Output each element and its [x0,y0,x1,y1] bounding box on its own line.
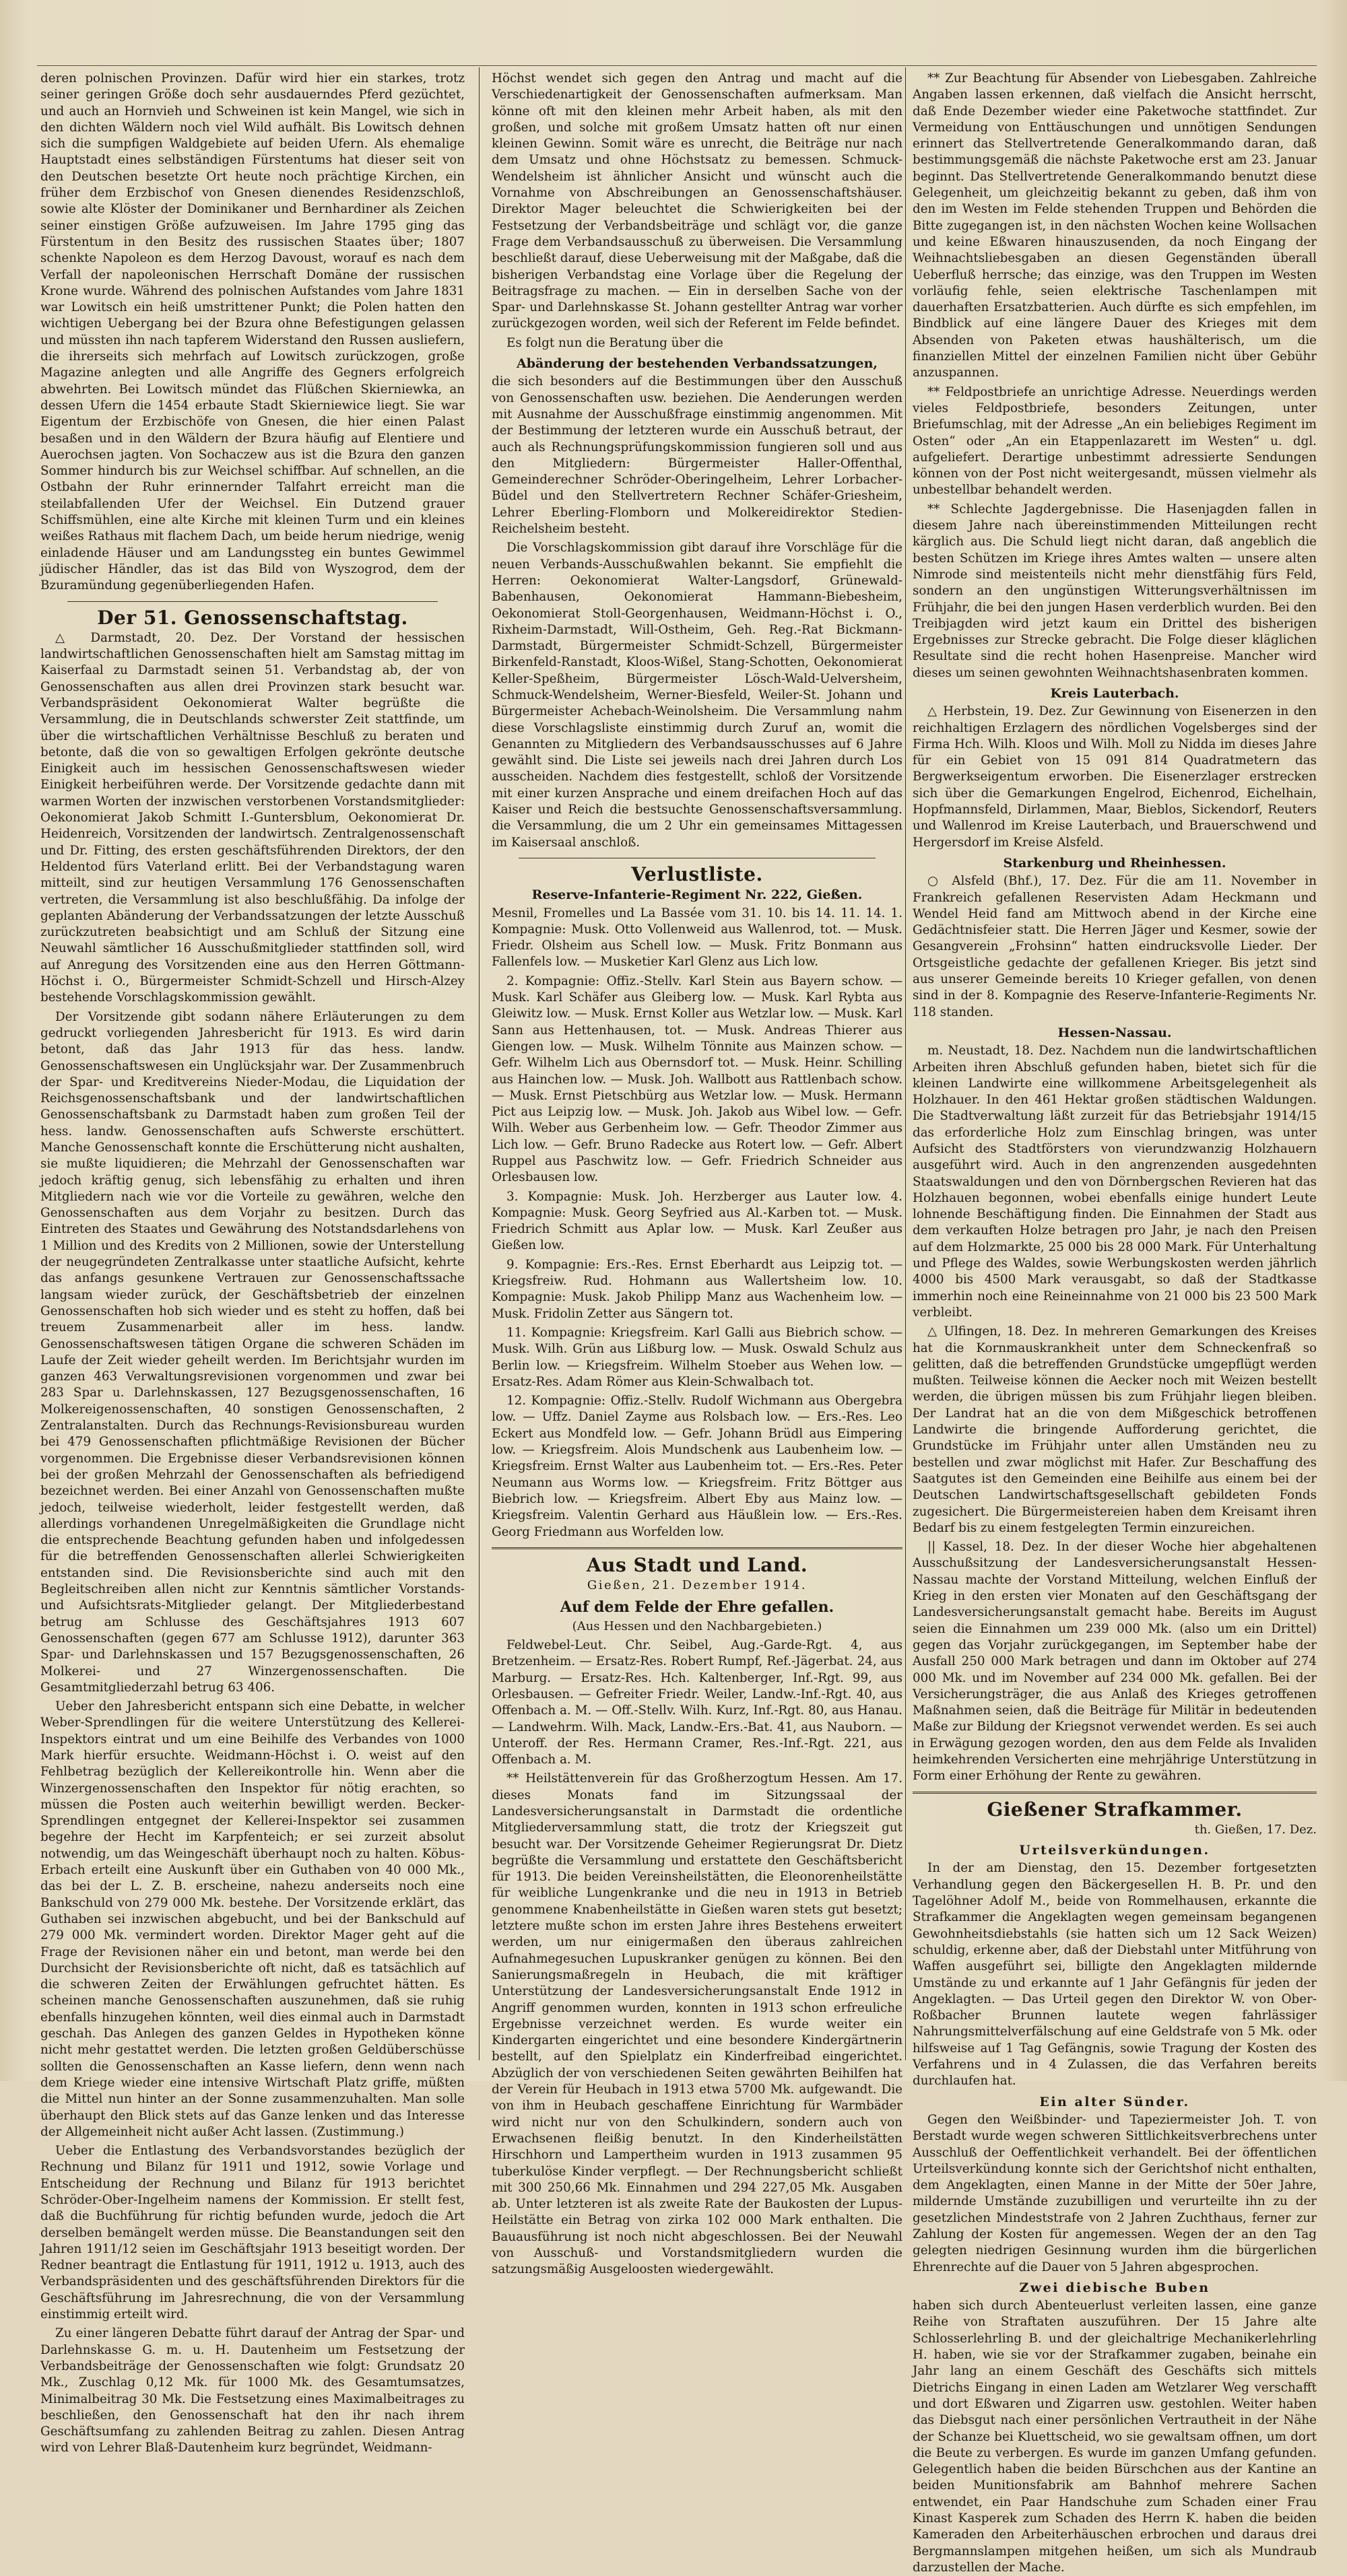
headline-feld-der-ehre: Auf dem Felde der Ehre gefallen. [560,1598,834,1617]
article-paragraph: Ueber den Jahresbericht entspann sich eine Debatte, in welcher Weber-Sprendlingen für die weitere Unterstützung des Kellerei-Inspektors eintrat und um eine Beihilfe des Verbandes von 1000 Mark hierfür ersuchte. Weidmann-Höchst i. O. weist auf den Fehlbetrag bezüglich der Kellereikontrolle hin. Wenn aber die Winzergenossenschaften den Inspektor für nötig erachten, so müssen die Posten auch weiterhin bewilligt werden. Becker-Sprendlingen entgegnet der Kellerei-Inspektor sei zusammen begehre der Hecht im Karpfenteich; er sei zurzeit absolut notwendig, um das Weingeschäft überhaupt noch zu halten. Köbus-Erbach erteilt eine Auskunft über ein Guthaben von 40 000 Mk., das bei der L. Z. B. erscheine, nahezu anderseits noch eine Bankschuld von 279 000 Mk. bestehe. Der Vorsitzende erklärt, das Guthaben sei inzwischen abgebucht, und bei der Bankschuld auf 279 000 Mk. vermindert worden. Direktor Mager geht auf die Frage der Revisionen näher ein und betont, man werde bei den Durchsicht der Revisionsberichte oft nicht, daß es tatsächlich auf die schweren Zeiten der Erwählungen gefruchtet hätten. Es scheinen manche Genossenschaften auszunehmen, daß sie ruhig ebenfalls hinzugehen könnten, weil dies einmal auch in Darmstadt geschah. Das Anlegen des ganzen Geldes in Hypotheken könne nicht mehr gestattet werden. Die letzten großen Geldüberschüsse sollten die Genossenschaften an Kasse liefern, denn wenn nach dem Kriege wieder eine intensive Wirtschaft Platz griffe, müßten die Mittel nun hinter an der Sonne zusammenzuhalten. Man solle überhaupt den Blick stets auf das Ganze lenken und das Interesse der Allgemeinheit nicht außer Acht lassen. (Zustimmung.) [40,1699,465,2139]
article-paragraph: ** Schlechte Jagdergebnisse. Die Hasenjagden fallen in diesem Jahre nach übereinstimmenden Mitteilungen recht kärglich aus. Die Schuld liegt nicht daran, daß angeblich die besten Schützen im Kriege ihres Amtes walten — unsere alten Nimrode sind meistenteils nicht mehr dienstfähig fürs Feld, sondern an den ungünstigen Witterungsverhältnissen im Frühjahr, die bei den jungen Hasen verderblich wurden. Bei den Treibjagden wird jetzt kaum ein Drittel des bisherigen Ergebnisses zur Strecke gebracht. Die Folge dieser kläglichen Resultate sind die recht hohen Hasenpreise. Mancher wird dieses um seinen gewohnten Weihnachtshasenbraten kommen. [913,502,1317,680]
article-paragraph: Feldwebel-Leut. Chr. Seibel, Aug.-Garde-Rgt. 4, aus Bretzenheim. — Ersatz-Res. Robert Rumpf, Ref.-Jägerbat. 24, aus Marburg. — Ersatz-Res. Hch. Kaltenberger, Inf.-Rgt. 99, aus Orlesbausen. — Gefreiter Friedr. Weiler, Landw.-Inf.-Rgt. 40, aus Offenbach a. M. — Off.-Stellv. Wilh. Kurz, Inf.-Rgt. 80, aus Hanau. — Landwehrm. Wilh. Mack, Landw.-Ers.-Bat. 41, aus Nauborn. — Unteroff. der Res. Hermann Cramer, Res.-Inf.-Rgt. 221, aus Offenbach a. M. [492,1638,902,1767]
article-paragraph: △ Herbstein, 19. Dez. Zur Gewinnung von Eisenerzen in den reichhaltigen Erzlagern des nördlichen Vogelsberges sind der Firma Hch. Wilh. Kloos und Wilh. Moll zu Nidda im dieses Jahre für ein Gebiet von 15 091 814 Quadratmetern das Bergwerkseigentum erworben. Die Eisenerzlager erstrecken sich über die Gemarkungen Engelrod, Eichenrod, Eichelhain, Hopfmannsfeld, Dirlammen, Maar, Bieblos, Sickendorf, Reuters und Wallenrod im Kreise Lauterbach, und Brauerschwend und Hergersdorf im Kreise Alsfeld. [913,704,1317,850]
headline-stadt-und-land: Aus Stadt und Land. [586,1553,808,1576]
column-right [913,71,1317,2575]
subtitle: (Aus Hessen und den Nachbargebieten.) [572,1619,822,1633]
subheadline-alter-suender: Ein alter Sünder. [1039,2094,1190,2109]
column-rule-left [479,67,480,2060]
subheadline-regiment: Reserve-Infanterie-Regiment Nr. 222, Gießen. [531,887,863,903]
top-rule [37,65,1317,66]
column-left [40,71,465,2455]
article-paragraph: haben sich durch Abenteuerlust verleiten lassen, eine ganze Reihe von Straftaten auszuführen. Der 15 Jahre alte Schlosserlehrling B. und der gleichaltrige Mechanikerlehrling H. haben, wie sie vor der Strafkammer zugaben, beinahe ein Jahr lang an einem Geschäft des Geschäfts sich mittels Dietrichs Eingang in einen Laden am Wetzlarer Weg verschafft und dort Eßwaren und Zigarren usw. gestohlen. Weiter haben das Diebsgut nach einer persönlichen Vertrautheit in der Nähe der Schanze bei Kluettscheid, wo sie gewaltsam offnen, um dort die Beute zu verbergen. Es wurde im ganzen Umfang gefunden. Gelegentlich haben die beiden Bürschchen aus der Kantine an beiden Munitionsfabrik am Bahnhof mehrere Sachen entwendet, ein Paar Handschuhe zum Schaden einer Frau Kinast Kasperek zum Schaden des Herrn K. haben die beiden Kameraden den Arbeiterhäuschen erbrochen und daraus drei Bergmannslampen mitgehen heißen, um sich als Mundraub darzustellen der Mache. [913,2299,1317,2575]
casualty-list: 12. Kompagnie: Offiz.-Stellv. Rudolf Wichmann aus Obergebra low. — Uffz. Daniel Zayme aus Rolsbach low. — Ers.-Res. Leo Eckert aus Mondfeld low. — Gefr. Johann Brüdl aus Eimpering low. — Kriegsfreim. Alois Mundschenk aus Laubenheim low. — Kriegsfreim. Ernst Walter aus Laubenheim tot. — Ers.-Res. Peter Neumann aus Worms low. — Kriegsfreim. Fritz Böttger aus Biebrich low. — Kriegsfreim. Albert Eby aus Mainz low. — Kriegsfreim. Valentin Gerhard aus Häußlein low. — Ers.-Res. Georg Friedmann aus Worfelden low. [492,1394,902,1539]
article-paragraph: die sich besonders auf die Bestimmungen über den Ausschuß von Genossenschaften usw. beziehen. Die Aenderungen werden mit Ausnahme der Ausschußfrage einstimmig angenommen. Mit der Bestimmung der letzteren wurde ein Ausschuß betraut, der auch als Rechnungsprüfungskommission fungieren soll und aus den Mitgliedern: Bürgermeister Haller-Offenthal, Gemeinderechner Schröder-Oberingelheim, Lehrer Lorbacher-Büdel und den Stellvertretern Rechner Schäfer-Griesheim, Lehrer Eberling-Flomborn und Molkereidirektor Stedien-Reichelsheim besteht. [492,374,902,537]
article-paragraph: m. Neustadt, 18. Dez. Nachdem nun die landwirtschaftlichen Arbeiten ihren Abschluß gefunden haben, bietet sich für die kleinen Landwirte eine willkommene Arbeitsgelegenheit als Holzhauer. In den 461 Hektar großen städtischen Waldungen. Die Stadtverwaltung läßt zurzeit für das Betriebsjahr 1914/15 das erforderliche Holz zum Einschlag bringen, was unter Aufsicht des Stadtförsters von vierundzwanzig Holzhauern ausgeführt wird. Auch in den angrenzenden ausgedehnten Staatswaldungen und den von Dörnbergschen Revieren hat das Holzhauen begonnen, wobei ebenfalls einige hundert Leute lohnende Beschäftigung finden. Die Einnahmen der Stadt aus dem verkauften Holze betragen pro Jahr, je nach den Preisen auf dem Holzmarkte, 25 000 bis 28 000 Mark. Für Unterhaltung und Pflege des Waldes, sowie Werbungskosten werden jährlich 4000 bis 4500 Mark verausgabt, so daß der Stadtkasse immerhin noch eine Reineinnahme von 21 000 bis 23 500 Mark verbleibt. [913,1044,1317,1320]
casualty-list: 9. Kompagnie: Ers.-Res. Ernst Eberhardt aus Leipzig tot. — Kriegsfreiw. Rud. Hohmann aus Wallertsheim low. 10. Kompagnie: Musk. Jakob Philipp Manz aus Wachenheim low. — Musk. Fridolin Zetter aus Sängern tot. [492,1257,902,1321]
article-paragraph: ** Feldpostbriefe an unrichtige Adresse. Neuerdings werden vieles Feldpostbriefe, besonders Zeitungen, unter Briefumschlag, mit der Adresse „An ein beliebiges Regiment im Osten“ oder „An ein Etappenlazarett im Westen“ u. dgl. aufgeliefert. Derartige unbestimmt adressierte Sendungen können von der Post nicht weitergesandt, müssen vielmehr als unbestellbar behandelt werden. [913,384,1317,498]
article-paragraph: In der am Dienstag, den 15. Dezember fortgesetzten Verhandlung gegen den Bäckergesellen H. B. Pr. und den Tagelöhner Adolf M., beide von Rommelhausen, erkannte die Strafkammer die Angeklagten wegen gemeinsam begangenen Gewohnheitsdiebstahls (sie hatten sich um 12 Sack Weizen) schuldig, erkenne aber, daß der Diebstahl unter Mitführung von Waffen ausgeführt sei, billigte den Angeklagten mildernde Umstände zu und erkannte auf 1 Jahr Gefängnis für jeden der Angeklagten. — Das Urteil gegen den Direktor W. von Ober-Roßbacher Brunnen lautete wegen fahrlässiger Nahrungsmittelverfälschung auf eine Geldstrafe von 5 Mk. oder hilfsweise auf 1 Tag Gefängnis, sowie Tragung der Kosten des Verfahrens und in 4 Zulassen, die das Verfahren bereits durchlaufen hat. [913,1861,1317,2089]
casualty-list: Mesnil, Fromelles und La Bassée vom 31. 10. bis 14. 11. 14. 1. Kompagnie: Musk. Otto Vollenweid aus Wallenrod, tot. — Musk. Friedr. Olsheim aus Schell low. — Musk. Fritz Bonmann aus Fallenfels low. — Musketier Karl Glenz aus Lich low. [492,906,902,970]
column-middle [492,71,902,2277]
article-paragraph: Zu einer längeren Debatte führt darauf der Antrag der Spar- und Darlehnskasse G. m. u. H. Dautenheim um Festsetzung der Verbandsbeiträge der Genossenschaften wie folgt: Grundsatz 20 Mk., Zuschlag 0,12 Mk. für 1000 Mk. des Gesamtumsatzes, Minimalbeitrag 30 Mk. Die Festsetzung eines Maximalbeitrages zu beschließen, den Genossenschaft hat den ihr nach ihrem Geschäftsumfang zu zahlenden Beitrag zu zahlen. Diesen Antrag wird von Lehrer Blaß-Dautenheim kurz begründet, Weidmann- [40,2326,465,2455]
column-rule-right [905,67,906,2060]
section-separator [913,1792,1317,1794]
region-heading-starkenburg: Starkenburg und Rheinhessen. [1003,855,1226,871]
article-paragraph: Der Vorsitzende gibt sodann nähere Erläuterungen zu dem gedruckt vorliegenden Jahresbericht für 1913. Es wird darin betont, daß das Jahr 1913 für das hess. landw. Genossenschaftswesen ein Unglücksjahr war. Der Zusammenbruch der Spar- und Kreditvereins Nieder-Modau, die Liquidation der Reichsgenossenschaftsbank und der landwirtschaftlichen Genossenschaftsbank zu Darmstadt haben zum großen Teil der hess. landw. Genossenschaften aufs Schwerste erschüttert. Manche Genossenschaft konnte die Erschütterung nicht aushalten, sie mußte liquidieren; die Mehrzahl der Genossenschaften war jedoch kräftig genug, sich lebensfähig zu erhalten und ihren Mitgliedern nach wie vor die Vorteile zu gewähren, welche den Genossenschaften aus dem Vorjahr zu besitzen. Durch das Eintreten des Staates und Gewährung des Notstandsdarlehens von 1 Million und des Kredits von 2 Millionen, sowie der Unterstellung der neugegründeten Zentralkasse unter staatliche Aufsicht, kehrte das anfangs gesunkene Vertrauen zur Genossenschaftssache langsam wieder zurück, der Geschäftsbetrieb der einzelnen Genossenschaften hob sich wieder und es steht zu hoffen, daß bei treuem Zusammenarbeit aller im hess. landw. Genossenschaftswesen tätigen Organe die schweren Schäden im Laufe der Zeit wieder geheilt werden. Im Berichtsjahr wurden im ganzen 463 Verwaltungsrevisionen vorgenommen und zwar bei 283 Spar u. Darlehnskassen, 127 Bezugsgenossenschaften, 16 Molkereigenossenschaften, 40 sonstigen Genossenschaften, 2 Zentralanstalten. Durch das Rechnungs-Revisionsbureau wurden bei 479 Genossenschaften pflichtmäßige Revisionen der Bücher vorgenommen. Die Ergebnisse dieser Verbandsrevisionen können bei der großen Mehrzahl der Genossenschaften als befriedigend bezeichnet werden. Bei einer Anzahl von Genossenschaften mußte jedoch, teilweise wiederholt, leider festgestellt werden, daß allerdings vorhandenen Unregelmäßigkeiten die Grundlage nicht die entsprechende Beachtung gefunden haben und infolgedessen für die betreffenden Genossenschaften allerlei Schwierigkeiten entstanden sind. Die Revisionsberichte sind auch mit den Begleitschreiben allen nicht zur Kenntnis sämtlicher Vorstands- und Aufsichtsrats-Mitglieder gelangt. Der Mitgliederbestand betrug am Schlusse des Geschäftsjahres 1913 607 Genossenschaften (gegen 677 am Schlusse 1912), darunter 363 Spar- und Darlehnskassen und 157 Bezugsgenossenschaften, 26 Molkerei- und 27 Winzergenossenschaften. Die Gesamtmitgliederzahl betrug 63 406. [40,1009,465,1695]
article-paragraph: △ Darmstadt, 20. Dez. Der Vorstand der hessischen landwirtschaftlichen Genossenschaften hielt am Samstag mittag im Kaiserfaal zu Darmstadt seinen 51. Verbandstag ab, der von Genossenschaften aus allen drei Provinzen stark besucht war. Verbandspräsident Oekonomierat Walter begrüßte die Versammlung, die in Deutschlands schwerster Zeit stattfinde, um über die wirtschaftlichen Verhältnisse Beschluß zu beraten und betonte, daß die von so gewaltigen Erfolgen gekrönte deutsche Einigkeit auch im hessischen Genossenschaftswesen wieder Einigkeit herbeiführen werde. Der Vorsitzende gedachte dann mit warmen Worten der inzwischen verstorbenen Vorstandsmitglieder: Oekonomierat Jakob Schmitt I.-Guntersblum, Oekonomierat Dr. Heidenreich, Vorsitzenden der landwirtsch. Zentralgenossenschaft und Dr. Fitting, des ersten geschäftsführenden Direktors, der den Heldentod fürs Vaterland erlitt. Bei der Verbandstagung waren mitteilt, sind zur heutigen Versammlung 176 Genossenschaften vertreten, die Versammlung ist also beschlußfähig. Da infolge der geplanten Abänderung der Verbandssatzungen der letzte Ausschuß zurückzutreten beabsichtigt und am Schluß der Sitzung eine Neuwahl sämtlicher 16 Ausschußmitglieder stattfinden soll, wird auf Anregung des Vorsitzenden eine aus den Herren Göttmann-Höchst i. O., Bürgermeister Schmidt-Schzell und Hirsch-Alzey bestehende Vorschlagskommission gewählt. [40,630,465,1005]
article-paragraph: Ueber die Entlastung des Verbandsvorstandes bezüglich der Rechnung und Bilanz für 1911 und 1912, sowie Vorlage und Entscheidung der Rechnung und Bilanz für 1913 berichtet Schröder-Ober-Ingelheim namens der Kommission. Er stellt fest, daß die Buchführung für richtig befunden wurde, jedoch die Art derselben bemängelt werden müsse. Die Beanstandungen seit den Jahren 1911/12 seien im Geschäftsjahr 1913 beseitigt worden. Der Redner beantragt die Entlastung für 1911, 1912 u. 1913, auch des Verbandspräsidenten und des geschäftsführenden Direktors für die Geschäftsführung im Jahresrechnung, die von der Versammlung einstimmig erteilt wird. [40,2144,465,2322]
article-paragraph: ○ Alsfeld (Bhf.), 17. Dez. Für die am 11. November in Frankreich gefallenen Reservisten Adam Heckmann und Wendel Heid fand am Mittwoch abend in der Kirche eine Gedächtnisfeier statt. Die Herren Jäger und Kesmer, sowie der Gesangverein „Frohsinn“ hatten eindrucksvolle Lieder. Der Ortsgeistliche gedachte der gefallenen Krieger. Bis jetzt sind aus unserer Gemeinde bereits 10 Krieger gefallen, von denen sind in der 8. Kompagnie des Reserve-Infanterie-Regiments Nr. 118 standen. [913,874,1317,1019]
article-paragraph: Die Vorschlagskommission gibt darauf ihre Vorschläge für die neuen Verbands-Ausschußwahlen bekannt. Sie empfiehlt die Herren: Oekonomierat Walter-Langsdorf, Grünewald-Babenhausen, Oekonomierat Hammann-Biebesheim, Oekonomierat Stoll-Georgenhausen, Weidmann-Höchst i. O., Rixheim-Darmstadt, Will-Ostheim, Geh. Reg.-Rat Bickmann-Darmstadt, Bürgermeister Schmidt-Schzell, Bürgermeister Birkenfeld-Ranstadt, Kloos-Wißel, Stang-Schotten, Oekonomierat Keller-Speßheim, Bürgermeister Lösch-Wald-Uelversheim, Schmuck-Wendelsheim, Werner-Biesfeld, Weiler-St. Johann und Bürgermeister Achebach-Weinolsheim. Die Versammlung nahm diese Vorschlagsliste einstimmig durch Zuruf an, womit die Genannten zu Mitgliedern des Verbandsausschusses auf 6 Jahre gewählt sind. Die Liste sei jeweils nach drei Jahren durch Los ausscheiden. Nachdem dies festgestellt, schloß der Vorsitzende mit einer kurzen Ansprache und einem dreifachen Hoch auf das Kaiser und Reich die bestsuchte Genossenschaftsversammlung. die Versammlung, die um 2 Uhr ein gemeinsames Mittagessen im Kaisersaal anschloß. [492,541,902,850]
article-paragraph: Gegen den Weißbinder- und Tapeziermeister Joh. T. von Berstadt wurde wegen schweren Sittlichkeitsverbrechens unter Ausschluß der Oeffentlichkeit verhandelt. Bei der öffentlichen Urteilsverkündung konnte sich der Gerichtshof nicht enthalten, dem Angeklagten, einen Manne in der Mitte der 50er Jahre, mildernde Umstände zuzubilligen und verurteilte ihn zu der gesetzlichen Mindeststrafe von 2 Jahren Zuchthaus, ferner zur Zahlung der Kosten für angemessen. Wegen der an den Tag gelegten niedrigen Gesinnung wurden ihm die bürgerlichen Ehrenrechte auf die Dauer von 5 Jahren abgesprochen. [913,2112,1317,2274]
article-paragraph: || Kassel, 18. Dez. In der dieser Woche hier abgehaltenen Ausschußsitzung der Landesversicherungsanstalt Hessen-Nassau machte der Vorstand Mitteilung, welchen Einfluß der Krieg in den ersten vier Monaten auf den Geschäftsgang der Landesversicherungsanstalt gemacht habe. Bereits im August seien die Einnahmen um 239 000 Mk. (also um ein Drittel) gegen das Vorjahr zurückgegangen, im September habe der Ausfall 250 000 Mark betragen und dann im Oktober auf 274 000 Mk. und im November auf 234 000 Mk. gefallen. Bei der Versicherungsträger, die aus Anlaß des Krieges getroffenen Maßnahmen seien, daß die Beiträge für Militär in bedeutenden Maße zur Bildung der Kriegsnot verwendet werden. Es sei auch in Erwägung gezogen worden, den aus dem Felde als Invaliden heimkehrenden Versicherten eine mehrjährige Unterstützung in Form einer Erhöhung der Rente zu gewähren. [913,1540,1317,1784]
article-paragraph: ** Zur Beachtung für Absender von Liebesgaben. Zahlreiche Angaben lassen erkennen, daß vielfach die Ansicht herrscht, daß Ende Dezember wieder eine Paketwoche stattfindet. Zur Vermeidung von Enttäuschungen und unnötigen Sendungen erinnert das Stellvertretende Generalkommando daran, daß bestimmungsgemäß die nächste Paketwoche erst am 23. Januar beginnt. Das Stellvertretende Generalkommando benutzt diese Gelegenheit, um gleichzeitig bekannt zu geben, daß ihm von den im Westen im Felde stehenden Truppen und Behörden die Bitte zugegangen ist, in den nächsten Wochen keine Wollsachen und keine Eßwaren hinauszusenden, da noch Eingang der Weihnachtsliebesgaben an diesen Gegenständen überall Ueberfluß herrsche; das einzige, was den Truppen im Westen vorläufig fehle, seien elektrische Taschenlampen mit dauerhaften Ersatzbatterien. Auch dürfte es sich empfehlen, im Bindblick auf eine längere Dauer des Krieges mit dem Absenden von Paketen etwas haushälterisch, um die finanziellen Mittel der einzelnen Familien nicht über Gebühr anzuspannen. [913,71,1317,380]
casualty-list: 11. Kompagnie: Kriegsfreim. Karl Galli aus Biebrich schow. — Musk. Wilh. Grün aus Lißburg low. — Musk. Oswald Schulz aus Berlin low. — Kriegsfreim. Wilhelm Stoeber aus Wehen low. — Ersatz-Res. Adam Römer aus Klein-Schwalbach tot. [492,1325,902,1389]
dateline: Gießen, 21. Dezember 1914. [587,1578,808,1593]
article-paragraph: △ Ulfingen, 18. Dez. In mehreren Gemarkungen des Kreises hat die Kornmauskrankheit unter dem Schneckenfraß so gelitten, daß die betreffenden Grundstücke umgepflügt werden mußten. Teilweise können die Aecker noch mit Weizen bestellt werden, die übrigen müssen bis zum Frühjahr liegen bleiben. Der Landrat hat an die von dem Mißgeschick betroffenen Landwirte die bringende Aufforderung gerichtet, die Grundstücke im Frühjahr unter allen Umständen neu zu bestellen und zwar möglichst mit Hafer. Zur Beschaffung des Saatgutes ist den Gemeinden eine Beihilfe aus einem bei der Deutschen Landwirtschaftsgesellschaft gebildeten Fonds zugesichert. Die Bürgermeistereien haben dem Kreisamt ihren Bedarf bis zu einem festgelegten Termin einzureichen. [913,1324,1317,1535]
article-paragraph: deren polnischen Provinzen. Dafür wird hier ein starkes, trotz seiner geringen Größe doch sehr ausdauerndes Pferd gezüchtet, und auch an Hornvieh und Schweinen ist kein Mangel, wie sich in den dichten Wäldern noch viel Wild aufhält. Bis Lowitsch dehnen sich die sumpfigen Waldgebiete auf beiden Ufern. Als ehemalige Hauptstadt eines selbständigen Fürstentums hat dieser seit von den Deutschen besetzte Ort heute noch prächtige Kirchen, ein früher dem Erzbischof von Gnesen dienendes Residenzschloß, sowie alte Klöster der Dominikaner und Bernhardiner als Zeichen seiner einstigen Größe aufzuweisen. Im Jahre 1795 ging das Fürstentum in den Besitz des russischen Staates über; 1807 schenkte Napoleon es dem Herzog Davoust, worauf es nach dem Verfall der napoleonischen Herrschaft Domäne der russischen Krone wurde. Während des polnischen Aufstandes vom Jahre 1831 war Lowitsch ein heiß umstrittener Punkt; die Polen hatten den wichtigen Uebergang bei der Bzura ohne Befestigungen gelassen und müssten ihn nach tapferem Widerstand den Russen ausliefern, die ihrerseits sich mehrfach auf Lowitsch zurückzogen, große Magazine anlegten und alle Angriffe des Gegners erfolgreich abwehrten. Bei Lowitsch mündet das Flüßchen Skierniewka, an dessen Ufern die 1454 erbaute Stadt Skierniewice liegt. Sie war Eigentum der Erzbischöfe von Gnesen, die hier einen Palast besaßen und in den Wäldern der Bzura häufig auf Elentiere und Auerochsen jagten. Von Sochaczew aus ist die Bzura den ganzen Sommer hindurch bis zur Weichsel schiffbar. Auf schnellen, an die Ostbahn der Ruhr erinnernder Talfahrt erreicht man die steilabfallenden Ufer der Weichsel. Ein Dutzend grauer Schiffsmühlen, eine alte Kirche mit kleinen Turm und ein kleines weißes Rathaus mit flachem Dach, um beide herum niedrige, wenig einladende Häuser und am Landungssteg ein buntes Gewimmel jüdischer Händler, das ist das Bild von Wyszogrod, dem der Bzuramündung gegenüberliegenden Hafen. [40,71,465,593]
casualty-list: 2. Kompagnie: Offiz.-Stellv. Karl Stein aus Bayern schow. — Musk. Karl Schäfer aus Gleiberg low. — Musk. Karl Rybta aus Gleiwitz low. — Musk. Ernst Koller aus Wetzlar low. — Musk. Karl Sann aus Hettenhausen, tot. — Musk. Andreas Thierer aus Giengen low. — Musk. Wilhelm Tönnite aus Mainzen schow. — Gefr. Wilhelm Lich aus Obernsdorf tot. — Musk. Heinr. Schilling aus Hainchen low. — Musk. Joh. Wallbott aus Rattlenbach schow. — Musk. Ernst Pietschbürg aus Wetzlar low. — Musk. Hermann Pict aus Leipzig low. — Musk. Joh. Jakob aus Wibel low. — Gefr. Wilh. Weber aus Gerbenheim low. — Gefr. Theodor Zimmer aus Lich low. — Gefr. Bruno Radecke aus Rotert low. — Gefr. Albert Ruppel aus Paschwitz low. — Gefr. Friedrich Schneider aus Orlesbausen low. [492,974,902,1185]
subheadline-urteil: Urteilsverkündungen. [1019,1843,1210,1858]
separator [67,601,438,602]
article-paragraph: Es folgt nun die Beratung über die [506,335,723,350]
region-heading-lauterbach: Kreis Lauterbach. [1050,685,1179,701]
section-separator [492,1547,902,1549]
dateline: th. Gießen, 17. Dez. [1194,1822,1317,1837]
article-paragraph: ** Heilstättenverein für das Großherzogtum Hessen. Am 17. dieses Monats fand im Sitzungssaal der Landesversicherungsanstalt in Darmstadt die ordentliche Mitgliederversammlung statt, die trotz der Kriegszeit gut besucht war. Der Vorsitzende Geheimer Regierungsrat Dr. Dietz begrüßte die Versammlung und erstattete den Geschäftsbericht für 1913. Die beiden Vereinsheilstätten, die Eleonorenheilstätte für weibliche Lungenkranke und die neu in 1913 in Betrieb genommene Knabenheilstätte in Gießen waren stets gut besetzt; letztere mußte schon im ersten Jahre ihres Bestehens erweitert werden, um nur einigermaßen den überaus zahlreichen Aufnahmegesuchen Lupuskranker genügen zu können. Bei den Sanierungsmaßregeln in Heubach, die mit kräftiger Unterstützung der Landesversicherungsanstalt Ende 1912 in Angriff genommen wurden, konnten in 1913 schon erfreuliche Ergebnisse verzeichnet werden. Es wurde weiter ein Kindergarten eingerichtet und eine besondere Kindergärtnerin bestellt, auf den Spielplatz ein Kinderfreibad eingerichtet. Abzüglich der von verschiedenen Seiten gewährten Beihilfen hat der Verein für Heubach in 1913 etwa 5700 Mk. aufgewandt. Die von ihm in Heubach geschaffene Einrichtung für Warmbäder wird nicht nur von den Schulkindern, sondern auch von Erwachsenen fleißig benutzt. In den Kinderheilstätten Hirschhorn und Lampertheim wurden in 1913 zusammen 95 tuberkulöse Kinder verpflegt. — Der Rechnungsbericht schließt mit 300 250,66 Mk. Einnahmen und 294 227,05 Mk. Ausgaben ab. Unter letzteren ist als zweite Rate der Baukosten der Lupus-Heilstätte ein Betrag von zirka 102 000 Mark enthalten. Die Bauausführung ist noch nicht abgeschlossen. Bei der Neuwahl von Ausschuß- und Vorstandsmitgliedern wurden die satzungsmäßig Ausgeloosten wiedergewählt. [492,1771,902,2277]
casualty-list: 3. Kompagnie: Musk. Joh. Herzberger aus Lauter low. 4. Kompagnie: Musk. Georg Seyfried aus Al.-Karben tot. — Musk. Friedrich Schmitt aus Aplar low. — Musk. Karl Zeußer aus Gießen low. [492,1189,902,1253]
article-paragraph: Höchst wendet sich gegen den Antrag und macht auf die Verschiedenartigkeit der Genossenschaften aufmerksam. Man könne oft mit den kleinen mehr Arbeit haben, als mit den großen, und solche mit großem Umsatz hatten oft nur einen kleinen Gewinn. Somit wäre es unrecht, die Beiträge nur nach dem Umsatz und ohne Höchstsatz zu bemessen. Schmuck-Wendelsheim ist ähnlicher Ansicht und wünscht auch die Vornahme von Abschreibungen an Genossenschaftshäuser. Direktor Mager beleuchtet die Schwierigkeiten bei der Festsetzung der Verbandsbeiträge und schlägt vor, die ganze Frage dem Verbandsausschuß zu überweisen. Die Versammlung beschließt darauf, diese Ueberweisung mit der Maßgabe, daß die bisherigen Verbandstag eine Vorlage über die Regelung der Beitragsfrage zu machen. — Ein in derselben Sache von der Spar- und Darlehnskasse St. Johann gestellter Antrag war vorher zurückgezogen worden, weil sich der Referent im Felde befindet. [492,71,902,331]
headline-genossenschaftstag: Der 51. Genossenschaftstag. [97,606,408,629]
headline-strafkammer: Gießener Strafkammer. [987,1798,1243,1821]
region-heading-hessen-nassau: Hessen-Nassau. [1057,1025,1172,1040]
subheadline-buben: Zwei diebische Buben [1019,2280,1210,2295]
headline-verlustliste: Verlustliste. [631,862,763,885]
subheadline-abaenderung: Abänderung der bestehenden Verbandssatzungen, [516,356,878,372]
